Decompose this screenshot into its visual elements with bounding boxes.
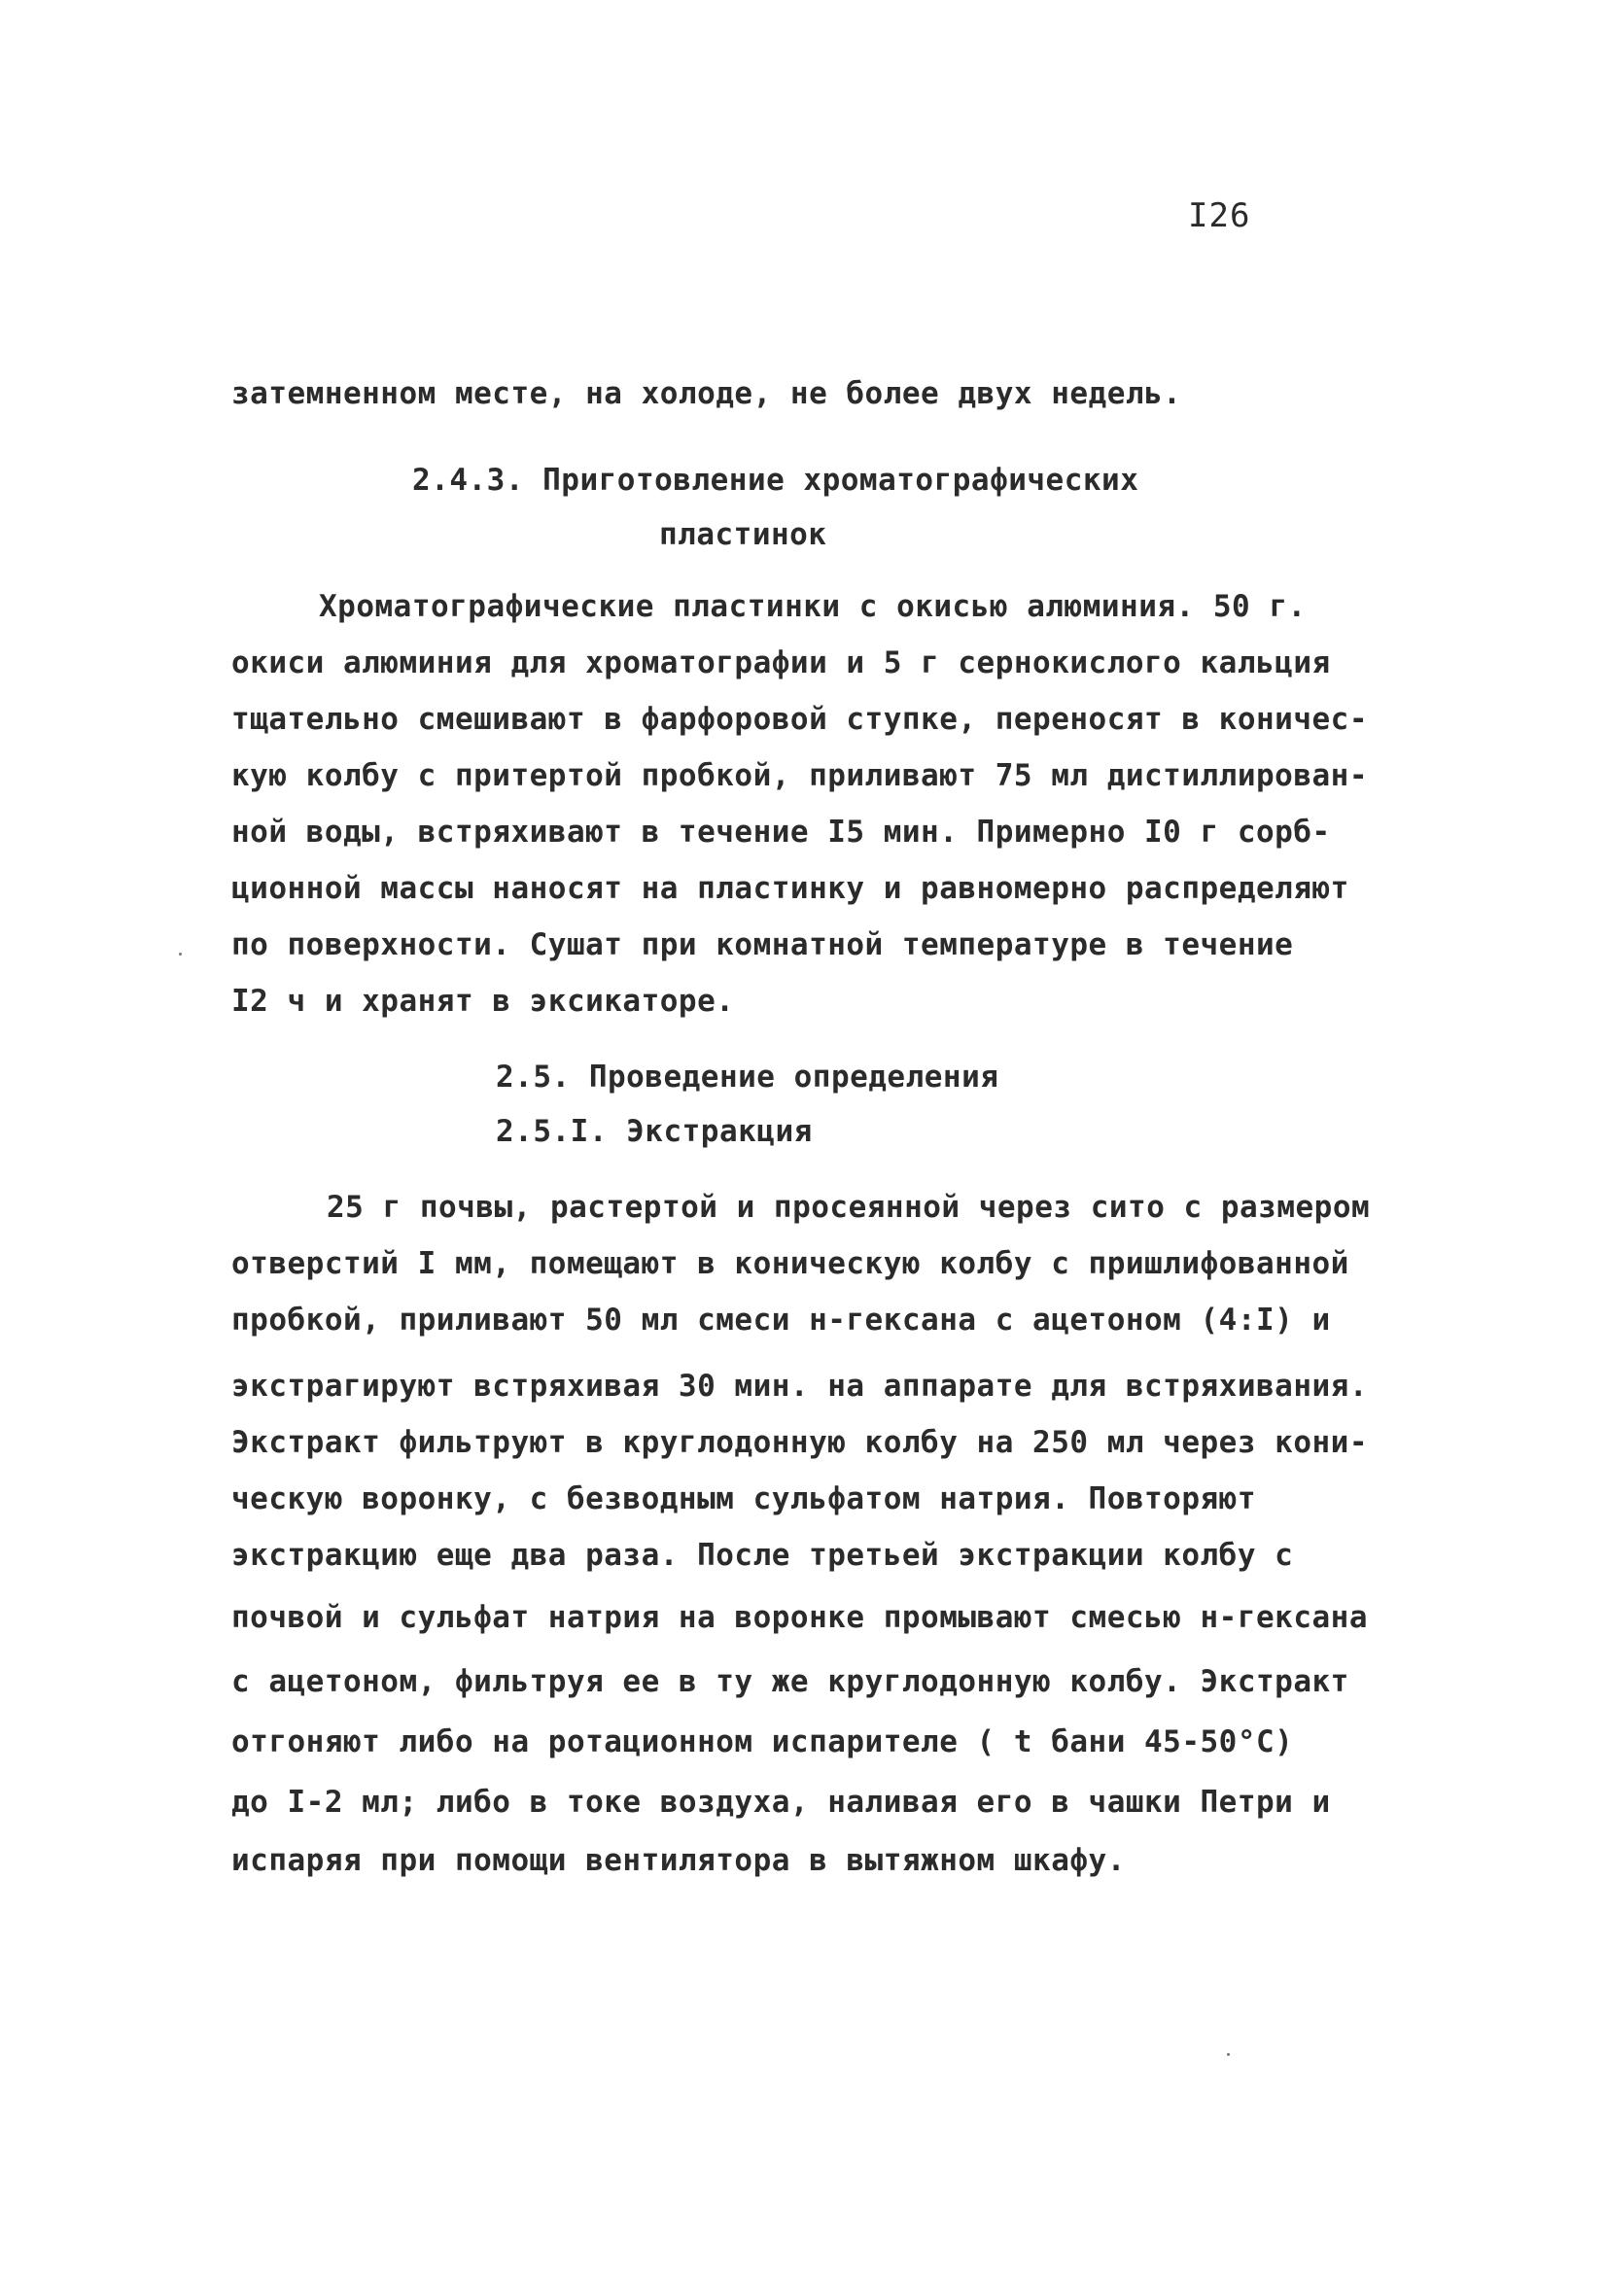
paragraph-line: Хроматографические пластинки с окисью алюминия. 50 г.: [319, 589, 1307, 624]
paragraph-line: ческую воронку, с безводным сульфатом натрия. Повторяют: [231, 1481, 1256, 1516]
paragraph-line: кую колбу с притертой пробкой, приливают 75 мл дистиллирован-: [231, 758, 1368, 793]
paragraph-line: Экстракт фильтруют в круглодонную колбу на 250 мл через кони-: [231, 1425, 1368, 1460]
paragraph-line: ной воды, встряхивают в течение I5 мин. Примерно I0 г сорб-: [231, 815, 1331, 850]
paragraph-line: пробкой, приливают 50 мл смеси н-гексана с ацетоном (4:I) и: [231, 1303, 1331, 1338]
section-heading-2-5-1: 2.5.I. Экстракция: [496, 1114, 813, 1149]
paragraph-line: 25 г почвы, растертой и просеянной через сито с размером: [327, 1190, 1371, 1225]
paragraph-line: тщательно смешивают в фарфоровой ступке, переносят в коничес-: [231, 702, 1368, 737]
section-heading-2-4-3: 2.4.3. Приготовление хроматографических: [412, 463, 1139, 498]
paragraph-line: с ацетоном, фильтруя ее в ту же круглодонную колбу. Экстракт: [231, 1664, 1349, 1699]
paragraph-line: ционной массы наносят на пластинку и равномерно распределяют: [231, 871, 1349, 906]
paragraph-line: I2 ч и хранят в эксикаторе.: [231, 984, 735, 1019]
paragraph-line: до I-2 мл; либо в токе воздуха, наливая его в чашки Петри и: [231, 1785, 1331, 1820]
paragraph-line: испаряя при помощи вентилятора в вытяжном шкафу.: [231, 1843, 1126, 1878]
paragraph-line: окиси алюминия для хроматографии и 5 г сернокислого кальция: [231, 645, 1331, 680]
paragraph-line: экстрагируют встряхивая 30 мин. на аппарате для встряхивания.: [231, 1369, 1368, 1404]
paragraph-line: отверстий I мм, помещают в коническую колбу с пришлифованной: [231, 1246, 1349, 1281]
scan-speck: [179, 953, 182, 956]
continuation-line: затемненном месте, на холоде, не более двух недель.: [231, 376, 1182, 411]
paragraph-line: почвой и сульфат натрия на воронке промывают смесью н-гексана: [231, 1600, 1368, 1635]
page-number: I26: [1188, 196, 1251, 235]
scan-speck: [1227, 2053, 1230, 2056]
paragraph-line: по поверхности. Сушат при комнатной температуре в течение: [231, 927, 1294, 962]
paragraph-line: экстракцию еще два раза. После третьей экстракции колбу с: [231, 1538, 1294, 1573]
section-heading-2-5: 2.5. Проведение определения: [496, 1060, 999, 1095]
paragraph-line: отгоняют либо на ротационном испарителе ( t бани 45-50°С): [231, 1724, 1294, 1759]
section-heading-2-4-3-cont: пластинок: [659, 517, 827, 552]
